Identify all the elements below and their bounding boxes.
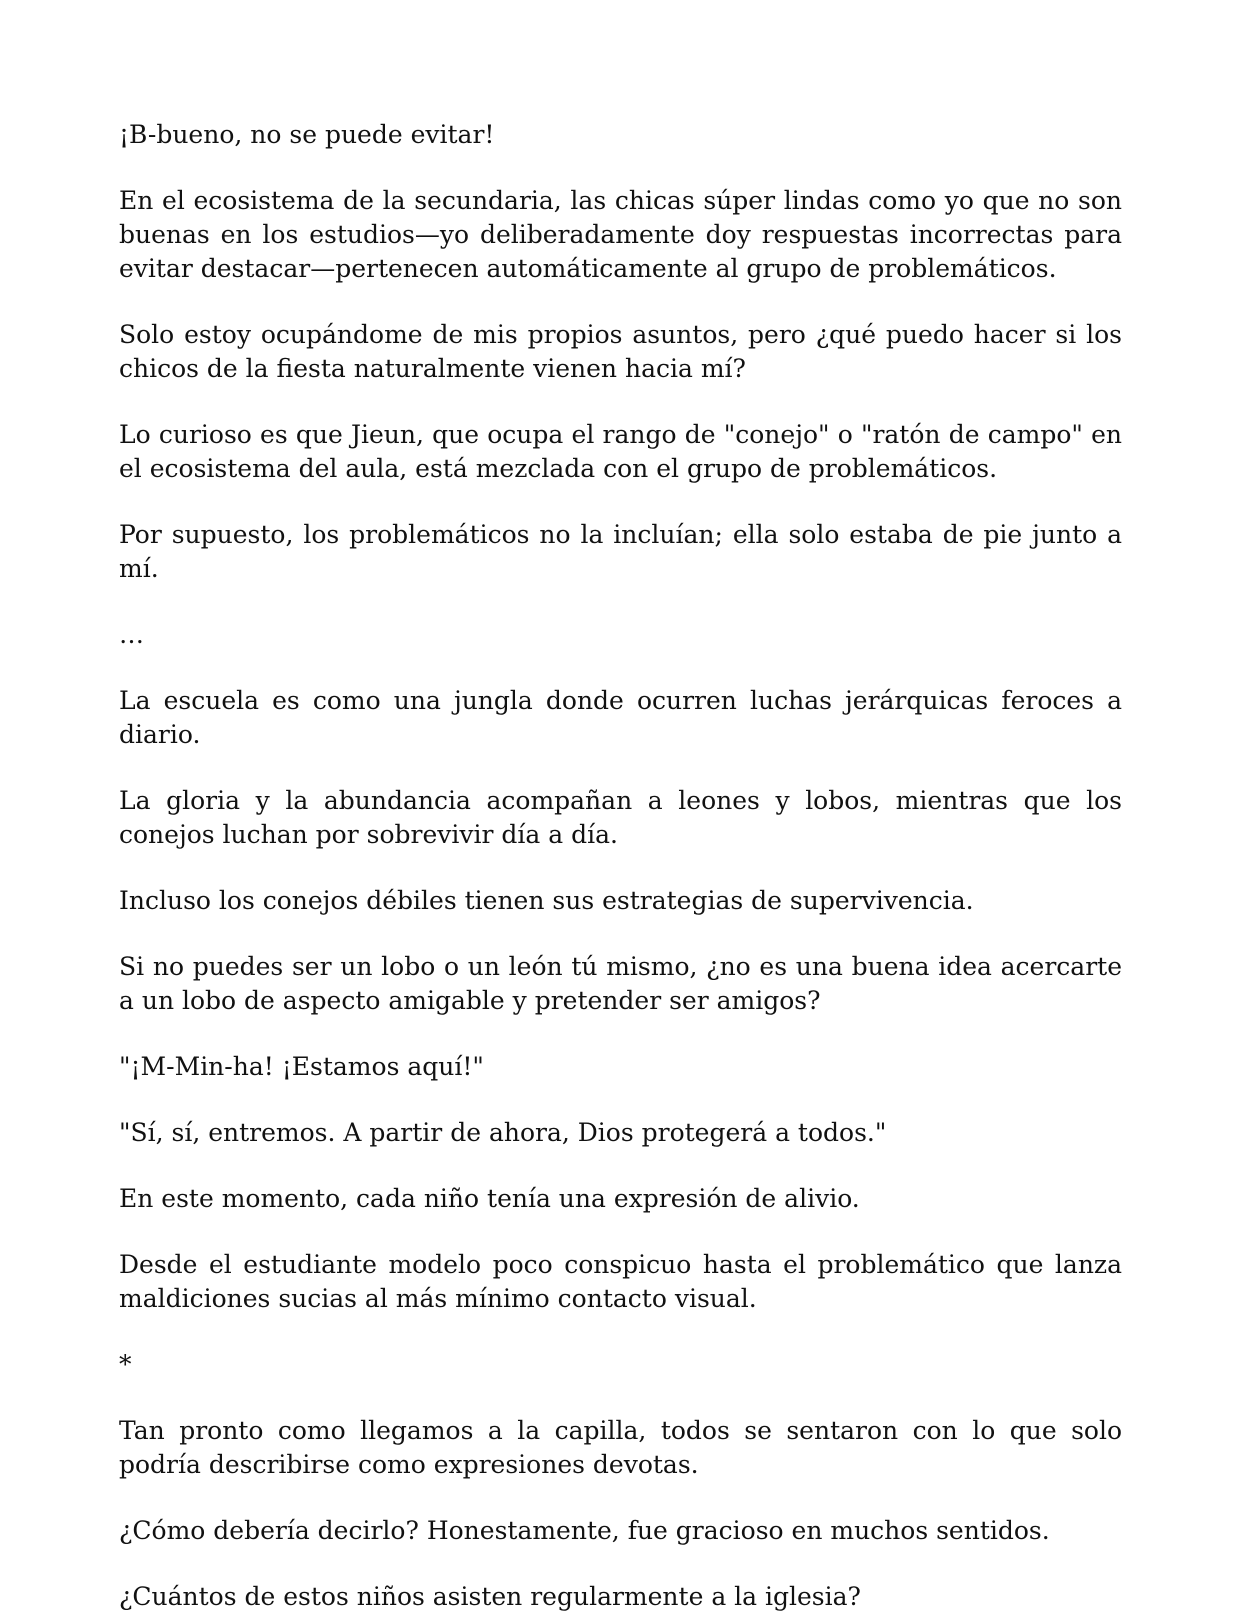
paragraph-2: En el ecosistema de la secundaria, las chicas súper lindas como yo que no son buenas en los estudios—yo deliberadamente doy respuestas incorrectas para evitar destacar—pertenecen automáticamente al grupo de problemáticos. (119, 186, 1122, 283)
paragraph-10: En este momento, cada niño tenía una expresión de alivio. (119, 1184, 860, 1213)
ellipsis-separator: … (119, 620, 144, 649)
paragraph-5: Por supuesto, los problemáticos no la incluían; ella solo estaba de pie junto a mí. (119, 520, 1122, 583)
document-page (119, 118, 1122, 1614)
asterisk-separator: * (119, 1350, 132, 1379)
paragraph-4: Lo curioso es que Jieun, que ocupa el rango de "conejo" o "ratón de campo" en el ecosistema del aula, está mezclada con el grupo de problemáticos. (119, 420, 1122, 483)
paragraph-1: ¡B-bueno, no se puede evitar! (119, 120, 495, 149)
paragraph-11: Desde el estudiante modelo poco conspicuo hasta el problemático que lanza maldiciones sucias al más mínimo contacto visual. (119, 1250, 1122, 1313)
paragraph-13: ¿Cómo debería decirlo? Honestamente, fue gracioso en muchos sentidos. (119, 1516, 1050, 1545)
dialogue-2: "Sí, sí, entremos. A partir de ahora, Dios protegerá a todos." (119, 1118, 887, 1147)
paragraph-3: Solo estoy ocupándome de mis propios asuntos, pero ¿qué puedo hacer si los chicos de la fiesta naturalmente vienen hacia mí? (119, 320, 1122, 383)
paragraph-9: Si no puedes ser un lobo o un león tú mismo, ¿no es una buena idea acercarte a un lobo de aspecto amigable y pretender ser amigos? (119, 952, 1122, 1015)
paragraph-7: La gloria y la abundancia acompañan a leones y lobos, mientras que los conejos luchan por sobrevivir día a día. (119, 786, 1122, 849)
paragraph-6: La escuela es como una jungla donde ocurren luchas jerárquicas feroces a diario. (119, 686, 1122, 749)
dialogue-1: "¡M-Min-ha! ¡Estamos aquí!" (119, 1052, 484, 1081)
paragraph-8: Incluso los conejos débiles tienen sus estrategias de supervivencia. (119, 886, 974, 915)
paragraph-12: Tan pronto como llegamos a la capilla, todos se sentaron con lo que solo podría describirse como expresiones devotas. (119, 1416, 1122, 1479)
paragraph-14: ¿Cuántos de estos niños asisten regularmente a la iglesia? (119, 1582, 861, 1611)
